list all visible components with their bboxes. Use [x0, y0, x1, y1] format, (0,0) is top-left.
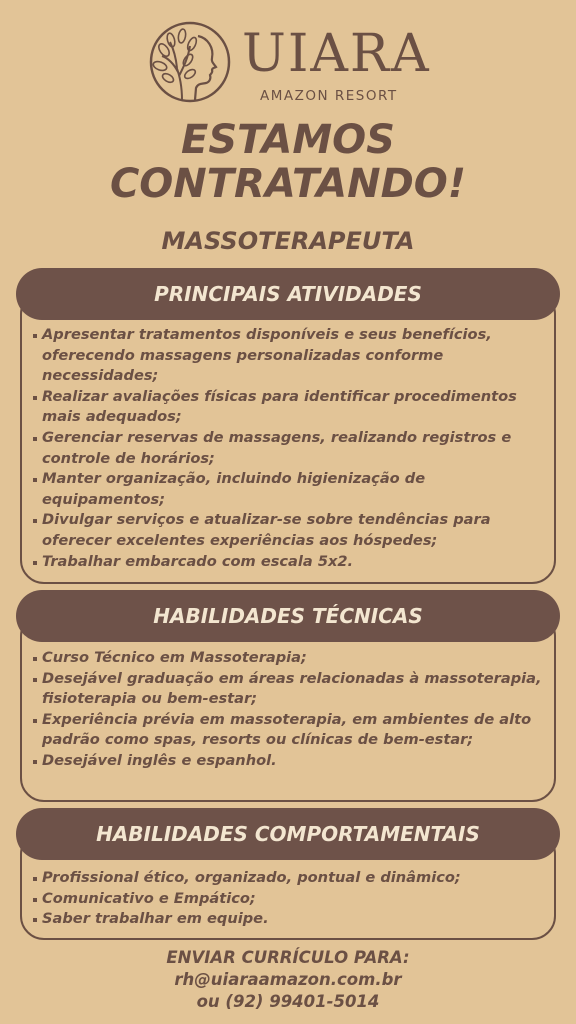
- contact-phone[interactable]: ou (92) 99401-5014: [196, 992, 380, 1011]
- brand-logo: [148, 20, 438, 108]
- activities-header: PRINCIPAIS ATIVIDADES: [16, 268, 560, 320]
- list-item: Divulgar serviços e atualizar-se sobre tendências para oferecer excelentes experiências aos hóspedes;: [32, 510, 548, 551]
- behavioral-skills-list: [32, 868, 548, 930]
- brand-name: UIARA: [242, 24, 431, 84]
- technical-skills-header: HABILIDADES TÉCNICAS: [16, 590, 560, 642]
- headline-line2: CONTRATANDO!: [109, 161, 467, 207]
- contact-label: ENVIAR CURRÍCULO PARA:: [166, 948, 410, 967]
- list-item: Profissional ético, organizado, pontual e dinâmico;: [32, 868, 548, 889]
- list-item: Saber trabalhar em equipe.: [32, 909, 548, 930]
- activities-list: [32, 325, 548, 572]
- list-item: Realizar avaliações físicas para identificar procedimentos mais adequados;: [32, 387, 548, 428]
- list-item: Apresentar tratamentos disponíveis e seus benefícios, oferecendo massagens personalizadas conforme necessidades;: [32, 325, 548, 387]
- list-item: Trabalhar embarcado com escala 5x2.: [32, 552, 548, 573]
- behavioral-skills-header: HABILIDADES COMPORTAMENTAIS: [16, 808, 560, 860]
- list-item: Desejável inglês e espanhol.: [32, 751, 548, 772]
- list-item: Comunicativo e Empático;: [32, 889, 548, 910]
- headline-line1: ESTAMOS: [181, 117, 395, 163]
- brand-subtitle: AMAZON RESORT: [260, 88, 398, 104]
- job-role: MASSOTERAPEUTA: [161, 227, 415, 255]
- contact-email[interactable]: rh@uiaraamazon.com.br: [174, 970, 402, 989]
- list-item: Manter organização, incluindo higienização de equipamentos;: [32, 469, 548, 510]
- tree-face-emblem-icon: [148, 20, 232, 104]
- technical-skills-list: [32, 648, 548, 772]
- list-item: Experiência prévia em massoterapia, em ambientes de alto padrão como spas, resorts ou clínicas de bem-estar;: [32, 710, 548, 751]
- list-item: Curso Técnico em Massoterapia;: [32, 648, 548, 669]
- list-item: Desejável graduação em áreas relacionadas à massoterapia, fisioterapia ou bem-estar;: [32, 669, 548, 710]
- list-item: Gerenciar reservas de massagens, realizando registros e controle de horários;: [32, 428, 548, 469]
